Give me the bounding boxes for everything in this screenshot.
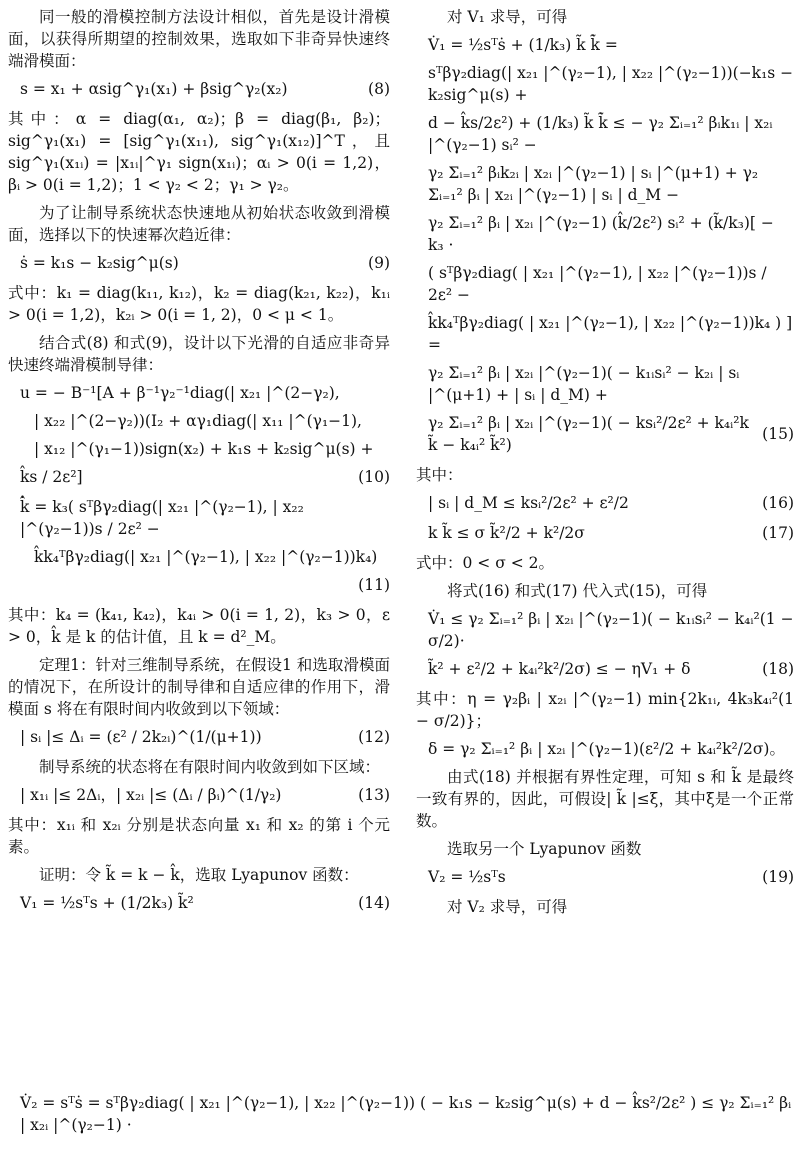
equation-17-number: (17) [762, 524, 794, 542]
equation-19-expression: V₂ = ½sᵀs [428, 868, 506, 886]
equation-14-expression: V₁ = ½sᵀs + (1/2k₃) k̃² [20, 894, 194, 912]
paragraph-gains: 式中：k₁ = diag(k₁₁, k₁₂)，k₂ = diag(k₂₁, k₂₂)，k₁ᵢ > 0(i = 1,2)，k₂ᵢ > 0(i = 1, 2)，0 < μ < 1。 [8, 284, 390, 324]
equation-12-number: (12) [358, 728, 390, 746]
equation-v2-derivative: V̇₂ = sᵀṡ = sᵀβγ₂diag( | x₂₁ |^(γ₂−1), | x₂₂ |^(γ₂−1)) ( − k₁s − k₂sig^μ(s) + d − k̂s²/2ε² ) ≤ γ₂ Σᵢ₌₁² βᵢ | x₂ᵢ |^(γ₂−1) · [20, 1094, 792, 1134]
equation-19-number: (19) [762, 868, 794, 886]
equation-10-line-4 [8, 466, 390, 488]
equation-17 [416, 522, 794, 544]
paragraph-where: 其中： [416, 466, 463, 484]
equation-9-number: (9) [368, 254, 390, 272]
paragraph-theorem-1: 定理1：针对三维制导系统，在假设1 和选取滑模面的情况下，在所设计的制导律和自适应律的作用下，滑模面 s 将在有限时间内收敛到以下领域： [8, 656, 390, 718]
paragraph-sliding-surface-intro: 同一般的滑模控制方法设计相似，首先是设计滑模面，以获得所期望的控制效果，选取如下非奇异快速终端滑模面： [8, 8, 390, 70]
equation-14-number: (14) [358, 894, 390, 912]
equation-delta-definition: δ = γ₂ Σᵢ₌₁² βᵢ | x₂ᵢ |^(γ₂−1)(ε²/2 + k₄ᵢ²k²/2σ)。 [428, 740, 785, 758]
paragraph-proof-start: 证明：令 k̃ = k − k̂，选取 Lyapunov 函数： [39, 866, 359, 884]
equation-10-tail: k̂s / 2ε²] [20, 468, 83, 486]
equation-16 [416, 492, 794, 514]
paragraph-eta-definition: 其中：η = γ₂βᵢ | x₂ᵢ |^(γ₂−1) min{2k₁ᵢ, 4k₃k₄ᵢ²(1 − σ/2)}； [416, 690, 794, 730]
paragraph-parameters: 其中：α = diag(α₁, α₂)；β = diag(β₁, β₂)；sig^γ₁(x₁) = [sig^γ₁(x₁₁), sig^γ₁(x₁₂)]^T，且sig^γ₁(x₁ᵢ) = |x₁ᵢ|^γ₁ sign(x₁ᵢ)；αᵢ > 0(i = 1,2)，βᵢ > 0(i = 1,2)；1 < γ₂ < 2；γ₁ > γ₂。 [8, 110, 390, 194]
equation-11-number: (11) [358, 576, 390, 594]
equation-16-number: (16) [762, 494, 794, 512]
right-column [416, 6, 794, 924]
paragraph-state-elements: 其中：x₁ᵢ 和 x₂ᵢ 分别是状态向量 x₁ 和 x₂ 的第 i 个元素。 [8, 816, 390, 856]
equation-10-line-1: u = − B⁻¹[A + β⁻¹γ₂⁻¹diag(| x₂₁ |^(2−γ₂), [20, 384, 340, 402]
equation-10-line-2: | x₂₂ |^(2−γ₂))(I₂ + αγ₁diag(| x₁₁ |^(γ₁−1), [34, 412, 362, 430]
equation-10-number: (10) [358, 468, 390, 486]
equation-14 [8, 892, 390, 914]
equation-18-number: (18) [762, 660, 794, 678]
paragraph-k4-definition: 其中：k₄ = (k₄₁, k₄₂)，k₄ᵢ > 0(i = 1, 2)，k₃ > 0，ε > 0，k̂ 是 k 的估计值，且 k = d²_M。 [8, 606, 390, 646]
equation-19 [416, 866, 794, 888]
equation-15-line-3: d − k̂s/2ε²) + (1/k₃) k̃ k̃̇ ≤ − γ₂ Σᵢ₌₁² βᵢk₁ᵢ | x₂ᵢ |^(γ₂−1) sᵢ² − [428, 114, 773, 154]
equation-13-expression: | x₁ᵢ |≤ 2Δᵢ，| x₂ᵢ |≤ (Δᵢ / βᵢ)^(1/γ₂) [20, 786, 282, 804]
paragraph-derive-v2: 对 V₂ 求导，可得 [447, 898, 568, 916]
equation-10-line-3: | x₁₂ |^(γ₁−1))sign(x₂) + k₁s + k₂sig^μ(s) + [34, 440, 374, 458]
equation-15-line-7: k̂k₄ᵀβγ₂diag( | x₂₁ |^(γ₂−1), | x₂₂ |^(γ₂−1))k₄ ) ] = [428, 314, 793, 354]
equation-15-line-4: γ₂ Σᵢ₌₁² βᵢk₂ᵢ | x₂ᵢ |^(γ₂−1) | sᵢ |^(μ+1) + γ₂ Σᵢ₌₁² βᵢ | x₂ᵢ |^(γ₂−1) | sᵢ | d_M − [428, 164, 759, 204]
equation-15-line-9 [416, 412, 794, 456]
paragraph-sigma-range: 式中：0 < σ < 2。 [416, 554, 554, 572]
equation-11-number-row [8, 574, 390, 596]
equation-15-tail: γ₂ Σᵢ₌₁² βᵢ | x₂ᵢ |^(γ₂−1)( − ksᵢ²/2ε² + k₄ᵢ²k k̃ − k₄ᵢ² k̃²) [428, 414, 749, 454]
equation-8 [8, 78, 390, 100]
paragraph-boundedness: 由式(18) 并根据有界性定理，可知 s 和 k̃ 是最终一致有界的，因此，可假设| k̃ |≤ξ，其中ξ是一个正常数。 [416, 768, 794, 830]
equation-11-line-2: k̂k₄ᵀβγ₂diag(| x₂₁ |^(γ₂−1), | x₂₂ |^(γ₂−1))k₄) [34, 548, 378, 566]
equation-8-number: (8) [368, 80, 390, 98]
equation-12-expression: | sᵢ |≤ Δᵢ = (ε² / 2k₂ᵢ)^(1/(μ+1)) [20, 728, 262, 746]
paragraph-reaching-law-intro: 为了让制导系统状态快速地从初始状态收敛到滑模面，选择以下的快速幂次趋近律： [8, 204, 390, 244]
paragraph-guidance-law-intro: 结合式(8) 和式(9)，设计以下光滑的自适应非奇异快速终端滑模制导律： [8, 334, 390, 374]
left-column [8, 6, 390, 922]
bottom-equation-row [8, 1090, 794, 1142]
equation-17-expression: k k̃ ≤ σ k̃²/2 + k²/2σ [428, 524, 585, 542]
paragraph-derive-v1: 对 V₁ 求导，可得 [447, 8, 568, 26]
equation-8-expression: s = x₁ + αsig^γ₁(x₁) + βsig^γ₂(x₂) [20, 80, 288, 98]
equation-9-expression: ṡ = k₁s − k₂sig^μ(s) [20, 254, 179, 272]
equation-15-line-5: γ₂ Σᵢ₌₁² βᵢ | x₂ᵢ |^(γ₂−1) (k̂/2ε²) sᵢ² + (k̃/k₃)[ − k₃ · [428, 214, 774, 254]
equation-15-line-8: γ₂ Σᵢ₌₁² βᵢ | x₂ᵢ |^(γ₂−1)( − k₁ᵢsᵢ² − k₂ᵢ | sᵢ |^(μ+1) + | sᵢ | d_M) + [428, 364, 740, 404]
equation-15-line-6: ( sᵀβγ₂diag( | x₂₁ |^(γ₂−1), | x₂₂ |^(γ₂−1))s / 2ε² − [428, 264, 767, 304]
equation-18-line-2 [416, 658, 794, 680]
equation-18-line-1: V̇₁ ≤ γ₂ Σᵢ₌₁² βᵢ | x₂ᵢ |^(γ₂−1)( − k₁ᵢsᵢ² − k₄ᵢ²(1 − σ/2)· [428, 610, 794, 650]
equation-12 [8, 726, 390, 748]
equation-13 [8, 784, 390, 806]
equation-15-number: (15) [762, 425, 794, 443]
paragraph-state-region: 制导系统的状态将在有限时间内收敛到如下区域： [39, 758, 381, 776]
equation-13-number: (13) [358, 786, 390, 804]
equation-9 [8, 252, 390, 274]
paragraph-substitute: 将式(16) 和式(17) 代入式(15)，可得 [447, 582, 708, 600]
equation-15-line-2: sᵀβγ₂diag(| x₂₁ |^(γ₂−1), | x₂₂ |^(γ₂−1))(−k₁s − k₂sig^μ(s) + [428, 64, 794, 104]
equation-11-line-1: k̂̇ = k₃( sᵀβγ₂diag(| x₂₁ |^(γ₂−1), | x₂₂ |^(γ₂−1))s / 2ε² − [20, 498, 304, 538]
equation-18-tail: k̃² + ε²/2 + k₄ᵢ²k²/2σ) ≤ − ηV₁ + δ [428, 660, 691, 678]
equation-16-expression: | sᵢ | d_M ≤ ksᵢ²/2ε² + ε²/2 [428, 494, 629, 512]
paragraph-second-lyapunov: 选取另一个 Lyapunov 函数 [447, 840, 642, 858]
equation-15-line-1: V̇₁ = ½sᵀṡ + (1/k₃) k̃ k̃̇ = [428, 36, 618, 54]
